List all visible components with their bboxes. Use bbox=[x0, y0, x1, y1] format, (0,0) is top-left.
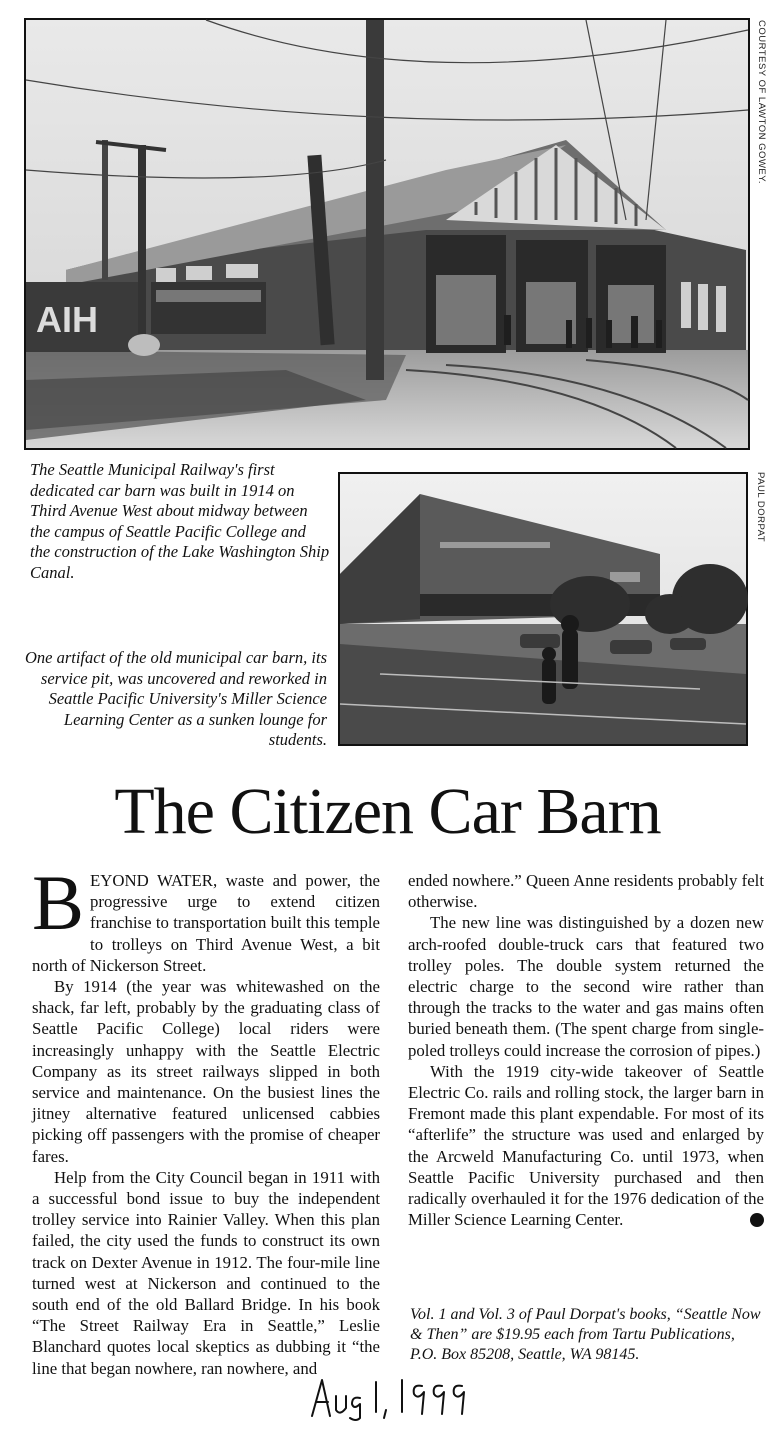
photo-credit-top: COURTESY OF LAWTON GOWEY. bbox=[756, 20, 767, 184]
photo-credit-mid: PAUL DORPAT bbox=[755, 472, 766, 543]
caption-first: The Seattle Municipal Railway's first dedicated car barn was built in 1914 on Third Avenue West about midway between the campus of Seattle Pacific College and the construction of the Lake Washington Ship Canal. bbox=[30, 460, 330, 582]
science-center-photo bbox=[338, 472, 748, 746]
paragraph-1-text: EYOND WATER, waste and power, the progressive urge to extend citizen franchise to transportation built this temple to trolleys on Third Avenue West, a bit north of Nickerson Street. bbox=[32, 871, 380, 975]
article-column-2 bbox=[408, 870, 779, 1230]
article-paragraph-6 bbox=[408, 1061, 779, 1231]
article-paragraph-4: ended nowhere.” Queen Anne residents probably felt otherwise. bbox=[408, 871, 764, 912]
article-paragraph-2: By 1914 (the year was whitewashed on the shack, far left, probably by the graduating class of Seattle Pacific College) local riders were increasingly unhappy with the Seattle Electric Company as its street railways slipped in both service and maintenance. On the busiest lines the jitney alternative featured unlicensed cabbies picking off passengers with the promise of cheaper fares. bbox=[32, 977, 380, 1166]
graffiti-text: AIH bbox=[36, 299, 98, 340]
science-center-photo-illustration bbox=[340, 474, 746, 744]
article-headline: The Citizen Car Barn bbox=[114, 775, 661, 848]
caption-second: One artifact of the old municipal car barn, its service pit, was uncovered and reworked in Seattle Pacific University's Miller Science Learning Center as a sunken lounge for students. bbox=[24, 648, 327, 749]
article-paragraph-1 bbox=[32, 859, 380, 976]
books-note: Vol. 1 and Vol. 3 of Paul Dorpat's books, “Seattle Now & Then” are $19.95 each from Tartu Publications, P.O. Box 85208, Seattle, WA 98145. bbox=[410, 1306, 761, 1363]
car-barn-1914-photo bbox=[24, 18, 750, 450]
article-paragraph-5: The new line was distinguished by a dozen new arch-roofed double-truck cars that featured two trolley poles. The double system returned the electric charge to the second wire rather than through the tracks to the water and gas mains often buried beneath them. (The spent charge from single-poled trolleys could increase the corrosion of pipes.) bbox=[408, 913, 764, 1060]
car-barn-photo-illustration bbox=[26, 20, 748, 448]
paragraph-6-text: With the 1919 city-wide takeover of Seattle Electric Co. rails and rolling stock, the larger barn in Fremont made this plant expendable. For most of its “afterlife” the structure was used and enlarged by the Arcweld Manufacturing Co. until 1973, when Seattle Pacific University purchased and then radically overhauled it for the 1976 dedication of the Miller Science Learning Center. bbox=[408, 1061, 764, 1230]
article-paragraph-3: Help from the City Council began in 1911 with a successful bond issue to buy the independent trolley service into Rainier Valley. When this plan failed, the city used the funds to construct its own track on Dexter Avenue in 1912. The four-mile line turned west at Nickerson and continued to the south end of the old Ballard Bridge. In his book “The Street Railway Era in Seattle,” Leslie Blanchard quotes local skeptics as dubbing it “the line that began nowhere, ran nowhere, and bbox=[32, 1167, 380, 1378]
article-column-1 bbox=[32, 859, 380, 1379]
end-mark-icon: P bbox=[750, 1213, 764, 1227]
handwritten-date bbox=[308, 1372, 508, 1422]
drop-cap: B bbox=[32, 859, 85, 946]
